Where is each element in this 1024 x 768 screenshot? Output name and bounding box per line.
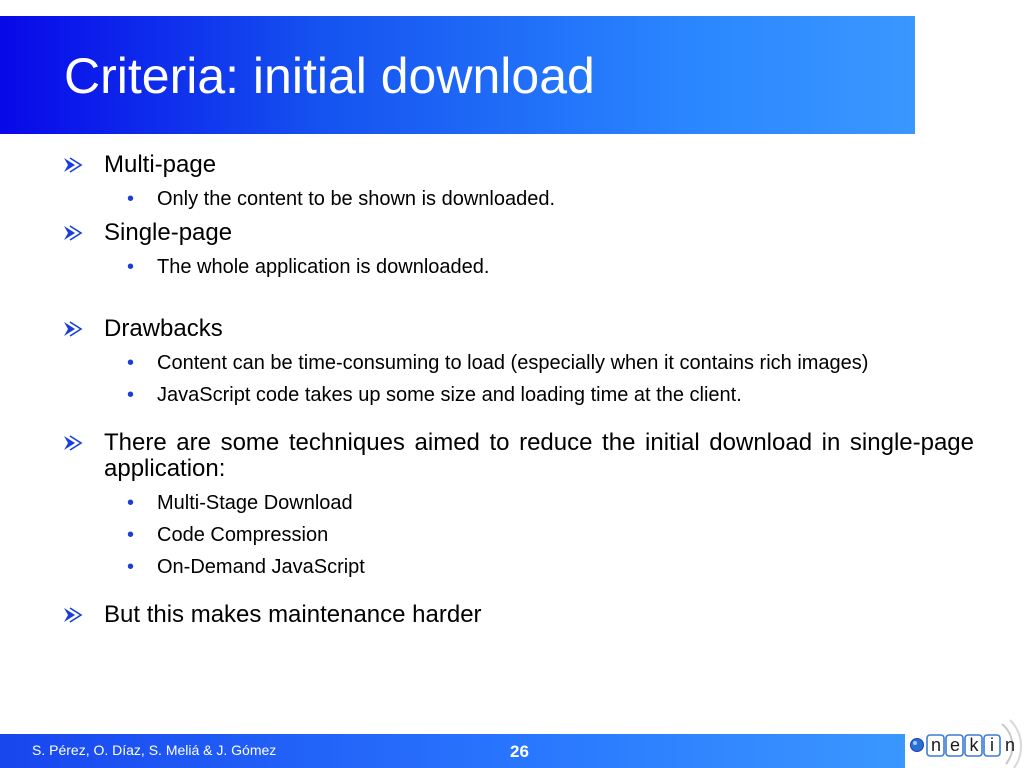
arrow-bullet-icon <box>62 321 84 337</box>
logo-letter: k <box>969 735 979 755</box>
dot-bullet-icon: • <box>127 188 135 210</box>
arrow-bullet-icon <box>62 435 84 451</box>
bullet-techniques <box>62 430 974 482</box>
bullet-text: Single-page <box>104 219 233 246</box>
arrow-bullet-icon <box>62 157 84 173</box>
dot-bullet-icon: • <box>127 384 135 406</box>
sub-bullet <box>62 492 974 514</box>
bullet-text: There are some techniques aimed to reduce the initial download in single-page application: <box>104 429 974 482</box>
sub-bullet <box>62 352 974 374</box>
dot-bullet-icon: • <box>127 256 135 278</box>
bullet-single-page <box>62 220 974 246</box>
page-number: 26 <box>510 742 529 761</box>
sub-bullet-text: Code Compression <box>157 524 329 546</box>
arrow-bullet-icon <box>62 225 84 241</box>
dot-bullet-icon: • <box>127 556 135 578</box>
logo-letter: e <box>949 735 961 755</box>
sub-bullet <box>62 384 974 406</box>
sub-bullet-text: Multi-Stage Download <box>157 492 353 514</box>
dot-bullet-icon: • <box>127 492 135 514</box>
bullet-text: Multi-page <box>104 151 217 178</box>
title-bar <box>0 16 915 134</box>
sub-bullet-text: Only the content to be shown is downloaded. <box>157 188 556 210</box>
footer-authors: S. Pérez, O. Díaz, S. Meliá & J. Gómez <box>32 742 277 758</box>
logo-letter: i <box>990 735 994 755</box>
footer-bar <box>0 734 905 768</box>
logo-letter: n <box>930 735 942 755</box>
onekin-logo <box>906 716 1024 768</box>
dot-bullet-icon: • <box>127 524 135 546</box>
bullet-text: But this makes maintenance harder <box>104 601 482 628</box>
bullet-drawbacks <box>62 316 974 342</box>
arrow-bullet-icon <box>62 607 84 623</box>
slide-content <box>62 152 974 628</box>
slide-title: Criteria: initial download <box>64 48 595 104</box>
sub-bullet <box>62 256 974 278</box>
sub-bullet-text: Content can be time-consuming to load (especially when it contains rich images) <box>157 352 869 374</box>
bullet-multi-page <box>62 152 974 178</box>
sub-bullet-text: The whole application is downloaded. <box>157 256 490 278</box>
sub-bullet-text: JavaScript code takes up some size and loading time at the client. <box>157 384 742 406</box>
sub-bullet <box>62 524 974 546</box>
bullet-text: Drawbacks <box>104 315 223 342</box>
bullet-maintenance <box>62 602 974 628</box>
sub-bullet <box>62 188 974 210</box>
sub-bullet-text: On-Demand JavaScript <box>157 556 365 578</box>
dot-bullet-icon: • <box>127 352 135 374</box>
logo-letter: n <box>1004 735 1016 755</box>
sub-bullet <box>62 556 974 578</box>
